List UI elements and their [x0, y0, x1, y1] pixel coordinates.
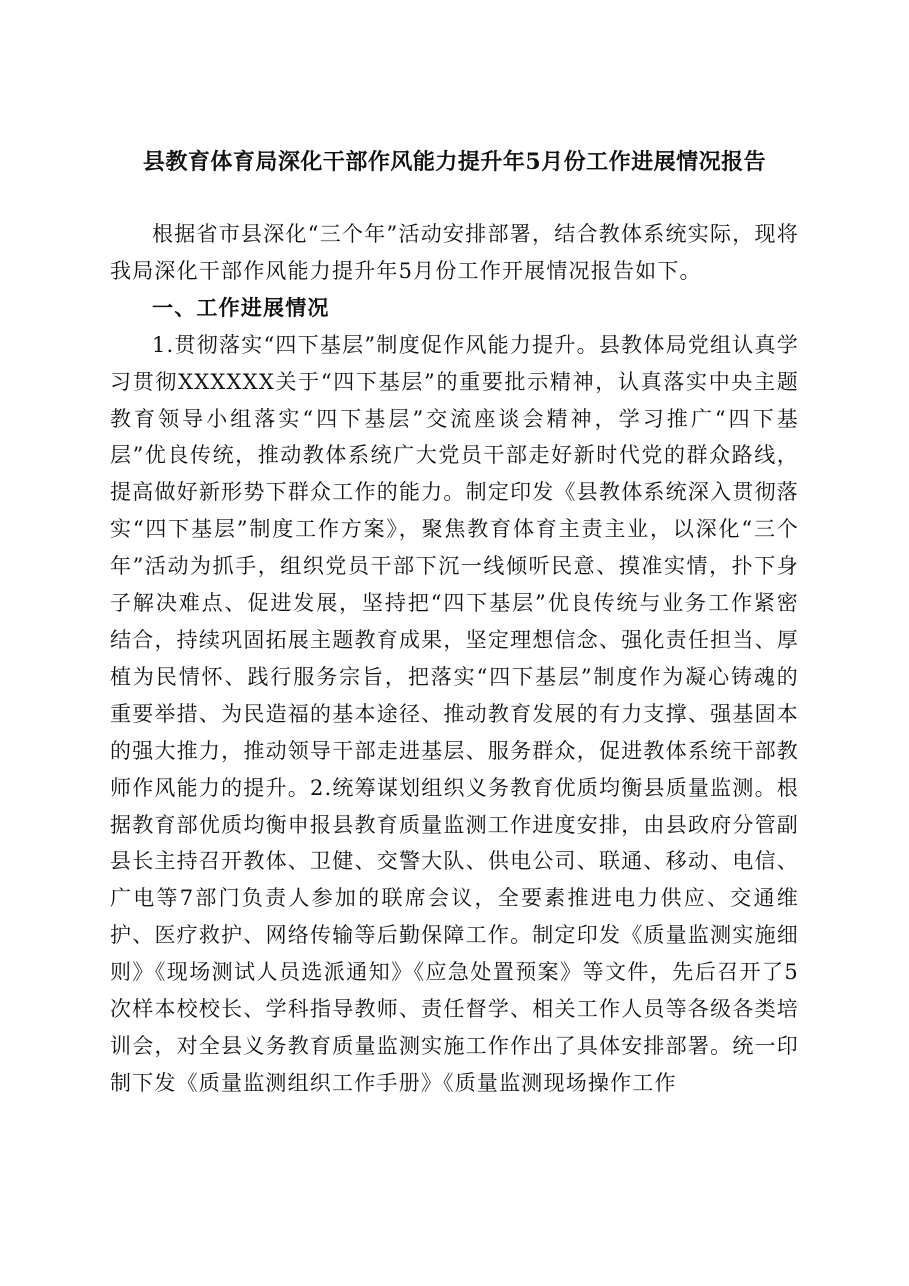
document-title: 县教育体育局深化干部作风能力提升年5月份工作进展情况报告	[142, 149, 767, 175]
intro-paragraph: 根据省市县深化“三个年”活动安排部署，结合教体系统实际，现将我局深化干部作风能力提升年5月份工作开展情况报告如下。	[110, 222, 799, 283]
section-heading: 一、工作进展情况	[152, 294, 330, 320]
document-body	[110, 216, 799, 1102]
section-paragraph: 1.贯彻落实“四下基层”制度促作风能力提升。县教体局党组认真学习贯彻XXXXXX关于“四下基层”的重要批示精神，认真落实中央主题教育领导小组落实“四下基层”交流座谈会精神，学习推广“四下基层”优良传统，推动教体系统广大党员干部走好新时代党的群众路线，提高做好新形势下群众工作的能力。制定印发《县教体系统深入贯彻落实“四下基层”制度工作方案》，聚焦教育体育主责主业，以深化“三个年”活动为抓手，组织党员干部下沉一线倾听民意、摸准实情，扑下身子解决难点、促进发展，坚持把“四下基层”优良传统与业务工作紧密结合，持续巩固拓展主题教育成果，坚定理想信念、强化责任担当、厚植为民情怀、践行服务宗旨，把落实“四下基层”制度作为凝心铸魂的重要举措、为民造福的基本途径、推动教育发展的有力支撑、强基固本的强大推力，推动领导干部走进基层、服务群众，促进教体系统干部教师作风能力的提升。2.统筹谋划组织义务教育优质均衡县质量监测。根据教育部优质均衡申报县教育质量监测工作进度安排，由县政府分管副县长主持召开教体、卫健、交警大队、供电公司、联通、移动、电信、广电等7部门负责人参加的联席会议，全要素推进电力供应、交通维护、医疗救护、网络传输等后勤保障工作。制定印发《质量监测实施细则》《现场测试人员选派通知》《应急处置预案》等文件，先后召开了5次样本校校长、学科指导教师、责任督学、相关工作人员等各级各类培训会，对全县义务教育质量监测实施工作作出了具体安排部署。统一印制下发《质量监测组织工作手册》《质量监测现场操作工作	[110, 332, 799, 1095]
